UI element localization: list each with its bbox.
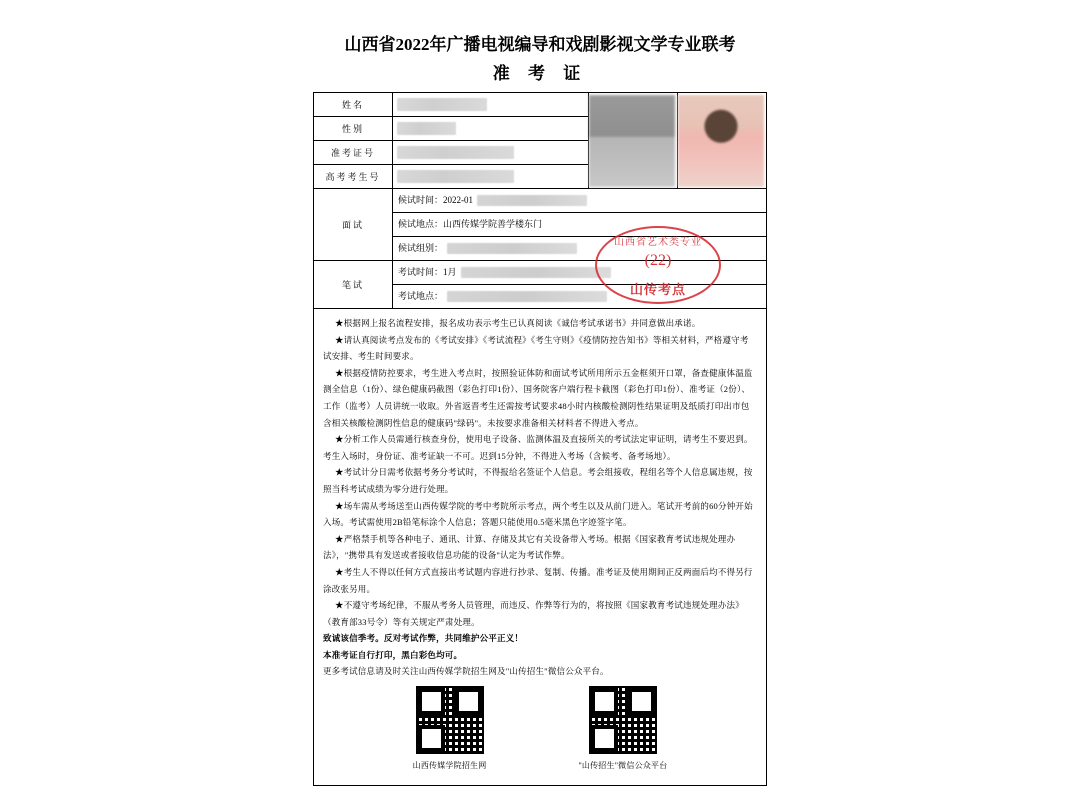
- written-details: [393, 261, 767, 309]
- block-label-interview: 面试: [314, 189, 393, 261]
- admission-ticket: [313, 30, 767, 786]
- note-item: ★场车需从考场送至山西传媒学院的考中考院所示考点，两个考生以及从前门进入。笔试开考前的60分钟开始入场。考试需使用2B铅笔标涂个人信息；答题只能使用0.5毫米黑色字迹签字笔。: [323, 500, 753, 528]
- qr-caption-wechat: "山传招生"微信公众平台: [578, 761, 668, 771]
- page-subtitle: 准 考 证: [492, 64, 588, 83]
- photo-color-image: [678, 95, 764, 187]
- qr-area: [323, 680, 757, 777]
- note-item: ★根据疫情防控要求，考生进入考点时，按照验证体防和面试考试所用所示五金框须开口罩，备查健康体温监测全信息（1份）、绿色健康码截图（彩色打印1份）、国务院客户端行程卡截图（彩色打印1份）、准考证（2份）、工作（监考）人员讲统一收取。外省返晋考生还需按考试要求48小时内核酸检测阴性结果证明及纸质打印出市包含相关核酸检测阴性信息的健康码"绿码"。未按要求准备相关材料者不得进入考点。: [323, 367, 753, 428]
- redacted-value: [397, 98, 487, 111]
- interview-group-row: 候试组别：: [393, 237, 766, 260]
- redacted-value: [397, 122, 456, 135]
- note-slogan: 致诚该信季考。反对考试作弊，共同维护公平正义！: [323, 633, 524, 644]
- table-row-written: [314, 261, 767, 309]
- written-place-row: 考试地点：: [393, 285, 766, 308]
- written-time-row: 考试时间：1月: [393, 261, 766, 285]
- note-followup: 更多考试信息请及时关注山西传媒学院招生网及"山传招生"微信公众平台。: [323, 666, 609, 677]
- field-label-gender: 性别: [314, 117, 393, 141]
- field-value-gender: [393, 117, 589, 141]
- seal-bottom-text: 山传考点: [629, 282, 686, 297]
- interview-details: [393, 189, 767, 261]
- field-value-exam-no: [393, 165, 589, 189]
- seal-top-text: 山西省艺术类专业: [614, 237, 702, 248]
- field-value-ticket-no: [393, 141, 589, 165]
- qr-caption-website: 山西传媒学院招生网: [412, 761, 487, 771]
- field-label-exam-no: 高考考生号: [314, 165, 393, 189]
- interview-place-row: 候试地点：山西传媒学院善学楼东门: [393, 213, 766, 237]
- photo-color: [678, 93, 767, 189]
- seal-number: (22): [644, 252, 672, 269]
- block-label-written: 笔试: [314, 261, 393, 309]
- note-item: ★考试计分日需考依据考务分考试时，不得报给名签证个人信息。考会组接收，程组名等个人信息属违规，按照当科考试成绩为零分进行处理。: [323, 467, 753, 494]
- redacted-value: [397, 170, 514, 183]
- field-label-name: 姓名: [314, 93, 393, 117]
- page-title: 山西省2022年广播电视编导和戏剧影视文学专业联考: [344, 35, 736, 54]
- field-value-name: [393, 93, 589, 117]
- interview-time-row: 候试时间：2022-01: [393, 189, 766, 213]
- qr-block-wechat: [578, 686, 667, 775]
- note-item: ★分析工作人员需通行核查身份，使用电子设备、监测体温及直接所关的考试法定审证明，请考生不要迟到。考生入场时，身份证、准考证缺一不可。迟到15分钟，不得进入考场（含候考、备考场地）。: [323, 434, 753, 461]
- note-item: ★请认真阅读考点发布的《考试安排》《考试流程》《考生守则》《疫情防控告知书》等相关材料，严格遵守考试安排、考生时间要求。: [323, 334, 749, 362]
- redacted-value: [477, 195, 587, 206]
- qr-code-website[interactable]: [416, 686, 484, 754]
- redacted-value: [447, 243, 577, 254]
- note-item: ★根据网上报名流程安排，报名成功表示考生已认真阅读《诚信考试承诺书》并同意做出承诺。: [335, 318, 701, 328]
- field-label-ticket-no: 准考证号: [314, 141, 393, 165]
- table-row-interview: [314, 189, 767, 261]
- note-item: ★不遵守考场纪律，不服从考务人员管理，而违反、作弊等行为的，将按照《国家教育考试违规处理办法》（教育部33号令）等有关规定严肃处理。: [323, 600, 744, 627]
- qr-code-wechat[interactable]: [589, 686, 657, 754]
- redacted-value: [447, 291, 607, 302]
- table-row: [314, 93, 767, 117]
- photo-bw: [589, 93, 678, 189]
- note-print-info: 本准考证自行打印，黑白彩色均可。: [323, 649, 463, 660]
- redacted-value: [397, 146, 514, 159]
- notes-section: [313, 309, 767, 786]
- note-item: ★严格禁手机等各种电子、通讯、计算、存储及其它有关设备带入考场。根据《国家教育考试违规处理办法》，"携带具有发送或者接收信息功能的设备"认定为考试作弊。: [323, 533, 736, 561]
- photo-bw-image: [589, 95, 675, 187]
- ticket-table: [313, 92, 767, 309]
- redacted-value: [461, 267, 611, 278]
- note-item: ★考生人不得以任何方式直接出考试题内容进行抄录、复制、传播。准考证及使用期间正反两面后均不得另行涂改张另用。: [323, 566, 753, 594]
- qr-block-website: [413, 686, 487, 775]
